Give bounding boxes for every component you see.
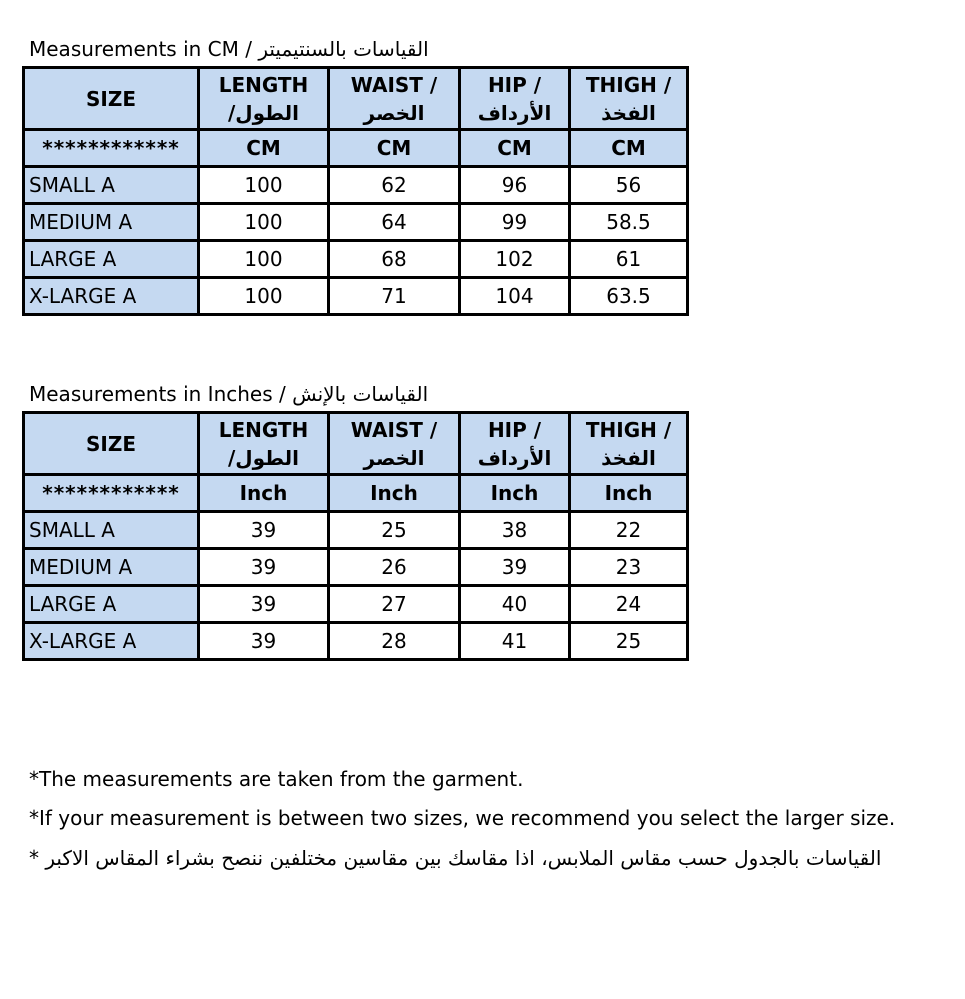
table-cell: 100 — [199, 204, 329, 241]
table-cell: 104 — [460, 278, 570, 315]
table-cell: 23 — [570, 549, 688, 586]
table-cell: 28 — [329, 623, 460, 660]
hip-header: HIP / الأرداف — [460, 68, 570, 130]
unit-cell: CM — [570, 130, 688, 167]
table-cell: 39 — [460, 549, 570, 586]
table-row — [24, 549, 688, 586]
table-cell: 41 — [460, 623, 570, 660]
size-label: MEDIUM A — [24, 549, 199, 586]
table-cell: 58.5 — [570, 204, 688, 241]
table-row — [24, 167, 688, 204]
stars-cell: ************ — [24, 475, 199, 512]
unit-cell: Inch — [570, 475, 688, 512]
table-header-row — [24, 68, 688, 130]
table-cell: 24 — [570, 586, 688, 623]
table-cell: 25 — [329, 512, 460, 549]
table-cell: 68 — [329, 241, 460, 278]
thigh-header: THIGH / الفخذ — [570, 413, 688, 475]
table-cell: 39 — [199, 623, 329, 660]
table-cell: 38 — [460, 512, 570, 549]
thigh-header: THIGH / الفخذ — [570, 68, 688, 130]
unit-row — [24, 475, 688, 512]
inch-size-table — [22, 411, 689, 661]
unit-cell: CM — [199, 130, 329, 167]
unit-cell: Inch — [199, 475, 329, 512]
cm-size-table — [22, 66, 689, 316]
table-cell: 71 — [329, 278, 460, 315]
table-cell: 40 — [460, 586, 570, 623]
waist-header: WAIST / الخصر — [329, 413, 460, 475]
table-row — [24, 586, 688, 623]
table-cell: 63.5 — [570, 278, 688, 315]
table-cell: 100 — [199, 167, 329, 204]
table-cell: 39 — [199, 549, 329, 586]
table-header-row — [24, 413, 688, 475]
note-garment: *The measurements are taken from the garment. — [29, 767, 524, 791]
table-cell: 61 — [570, 241, 688, 278]
table-cell: 39 — [199, 586, 329, 623]
table-cell: 39 — [199, 512, 329, 549]
inch-section-title: Measurements in Inches / القياسات بالإنش — [29, 382, 429, 406]
size-label: X-LARGE A — [24, 623, 199, 660]
size-label: LARGE A — [24, 241, 199, 278]
unit-cell: CM — [329, 130, 460, 167]
length-header: LENGTH الطول/ — [199, 68, 329, 130]
table-cell: 25 — [570, 623, 688, 660]
cm-section-title: Measurements in CM / القياسات بالسنتيميتر — [29, 37, 429, 61]
size-label: SMALL A — [24, 512, 199, 549]
unit-cell: Inch — [329, 475, 460, 512]
size-label: LARGE A — [24, 586, 199, 623]
table-cell: 102 — [460, 241, 570, 278]
table-cell: 26 — [329, 549, 460, 586]
table-cell: 62 — [329, 167, 460, 204]
size-header: SIZE — [24, 68, 199, 130]
unit-row — [24, 130, 688, 167]
table-cell: 22 — [570, 512, 688, 549]
table-cell: 56 — [570, 167, 688, 204]
table-cell: 64 — [329, 204, 460, 241]
table-cell: 99 — [460, 204, 570, 241]
table-cell: 27 — [329, 586, 460, 623]
size-label: SMALL A — [24, 167, 199, 204]
note-arabic: القياسات بالجدول حسب مقاس الملابس، اذا مقاسك بين مقاسين مختلفين ننصح بشراء المقاس الاكبر * — [29, 846, 882, 870]
size-label: X-LARGE A — [24, 278, 199, 315]
note-between-sizes: *If your measurement is between two sizes, we recommend you select the larger size. — [29, 806, 896, 830]
length-header: LENGTH الطول/ — [199, 413, 329, 475]
unit-cell: Inch — [460, 475, 570, 512]
table-row — [24, 278, 688, 315]
hip-header: HIP / الأرداف — [460, 413, 570, 475]
size-label: MEDIUM A — [24, 204, 199, 241]
table-cell: 100 — [199, 241, 329, 278]
table-row — [24, 241, 688, 278]
size-header: SIZE — [24, 413, 199, 475]
table-row — [24, 512, 688, 549]
table-cell: 100 — [199, 278, 329, 315]
unit-cell: CM — [460, 130, 570, 167]
table-row — [24, 204, 688, 241]
table-cell: 96 — [460, 167, 570, 204]
table-row — [24, 623, 688, 660]
waist-header: WAIST / الخصر — [329, 68, 460, 130]
stars-cell: ************ — [24, 130, 199, 167]
